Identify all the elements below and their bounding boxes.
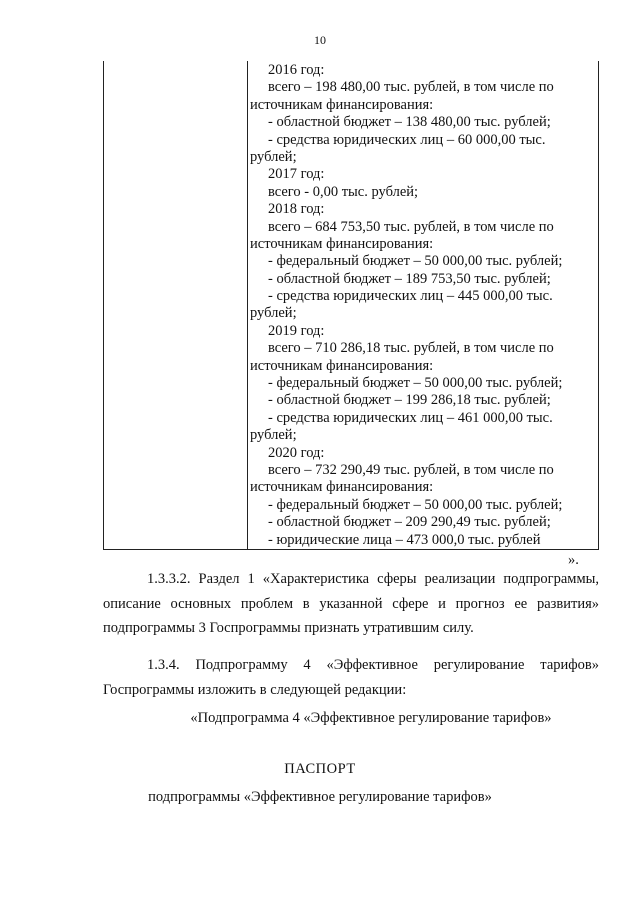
paragraph-line: описание основных проблем в указанной сфере и прогноз ее развития» bbox=[103, 595, 599, 612]
table-cell-line: - средства юридических лиц – 461 000,00 тыс. bbox=[268, 409, 553, 426]
table-cell-line: рублей; bbox=[250, 148, 297, 165]
table-cell-line: - средства юридических лиц – 60 000,00 тыс. bbox=[268, 131, 546, 148]
table-cell-line: источникам финансирования: bbox=[250, 96, 434, 113]
table-cell-line: всего – 684 753,50 тыс. рублей, в том числе по bbox=[268, 218, 554, 235]
funding-table bbox=[103, 61, 599, 549]
table-cell-line: - федеральный бюджет – 50 000,00 тыс. рублей; bbox=[268, 253, 563, 270]
paragraph-1-3-3-2 bbox=[103, 567, 599, 641]
paragraph-line: Госпрограммы изложить в следующей редакции: bbox=[103, 681, 407, 698]
table-cell-line: всего - 0,00 тыс. рублей; bbox=[268, 183, 419, 200]
table-cell-line: источникам финансирования: bbox=[250, 479, 434, 496]
paragraph-1-3-4 bbox=[103, 653, 599, 702]
table-left-cell bbox=[103, 61, 247, 549]
table-cell-line: всего – 710 286,18 тыс. рублей, в том числе по bbox=[268, 340, 554, 357]
table-cell-line: 2016 год: bbox=[268, 62, 325, 78]
table-cell-line: рублей; bbox=[250, 427, 297, 444]
paragraph-line: подпрограммы 3 Госпрограммы признать утратившим силу. bbox=[103, 620, 474, 636]
table-cell-line: - средства юридических лиц – 445 000,00 тыс. bbox=[268, 288, 553, 305]
table-cell-line: - областной бюджет – 189 753,50 тыс. рублей; bbox=[268, 270, 551, 287]
table-cell-line: рублей; bbox=[250, 305, 297, 322]
table-cell-line: всего – 732 290,49 тыс. рублей, в том числе по bbox=[268, 461, 554, 478]
paragraph-line: 1.3.4. Подпрограмму 4 «Эффективное регулирование тарифов» bbox=[147, 657, 599, 673]
passport-subtitle: подпрограммы «Эффективное регулирование тарифов» bbox=[148, 789, 492, 805]
table-cell-line: - юридические лица – 473 000,0 тыс. рублей bbox=[268, 531, 541, 548]
table-column-divider bbox=[247, 61, 248, 550]
table-cell-line: - федеральный бюджет – 50 000,00 тыс. рублей; bbox=[268, 496, 563, 513]
closing-quote: ». bbox=[568, 552, 579, 568]
table-cell-line: источникам финансирования: bbox=[250, 235, 434, 252]
table-cell-line: 2020 год: bbox=[268, 444, 325, 461]
quoted-subprogram-title: «Подпрограмма 4 «Эффективное регулирование тарифов» bbox=[190, 710, 552, 726]
table-cell-line: всего – 198 480,00 тыс. рублей, в том числе по bbox=[268, 79, 554, 96]
table-cell-line: 2018 год: bbox=[268, 201, 325, 218]
table-cell-line: - областной бюджет – 209 290,49 тыс. рублей; bbox=[268, 514, 551, 531]
table-cell-line: - областной бюджет – 199 286,18 тыс. рублей; bbox=[268, 392, 551, 409]
table-cell-line: - областной бюджет – 138 480,00 тыс. рублей; bbox=[268, 114, 551, 131]
page-number: 10 bbox=[314, 33, 326, 47]
passport-heading: ПАСПОРТ bbox=[284, 761, 356, 777]
table-cell-line: - федеральный бюджет – 50 000,00 тыс. рублей; bbox=[268, 375, 563, 392]
table-cell-line: 2017 год: bbox=[268, 166, 325, 183]
paragraph-line: 1.3.3.2. Раздел 1 «Характеристика сферы реализации подпрограммы, bbox=[147, 571, 599, 587]
table-right-cell bbox=[250, 62, 592, 549]
table-cell-line: 2019 год: bbox=[268, 322, 325, 339]
table-cell-line: источникам финансирования: bbox=[250, 357, 434, 374]
